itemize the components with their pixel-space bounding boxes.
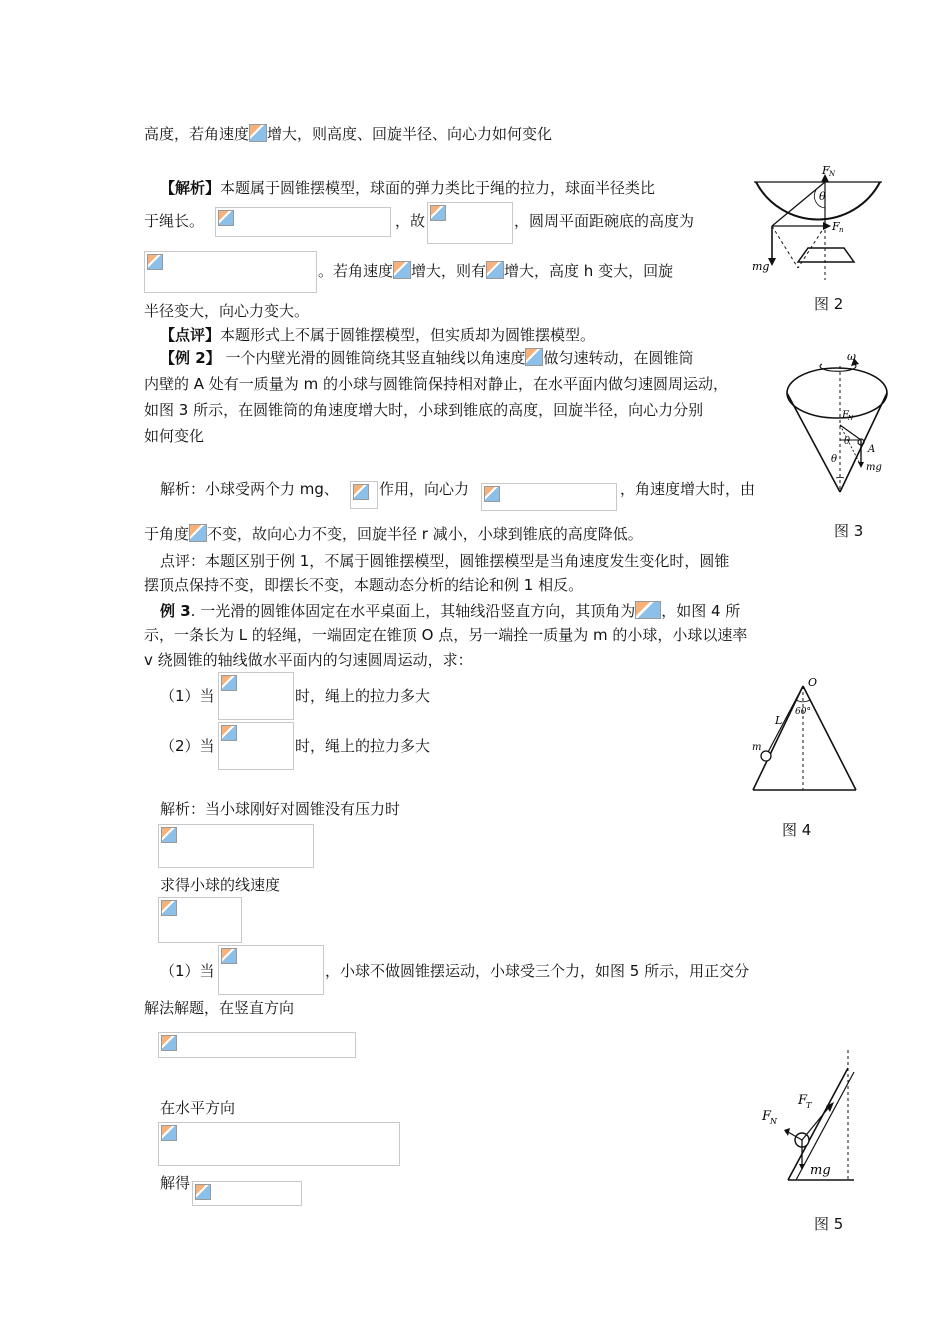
figure-4-diagram — [748, 678, 868, 798]
text-fragment: 。若角速度 增大，则有 增大，高度 h 变大，回旋 — [318, 262, 674, 280]
label-l: L — [775, 714, 783, 727]
formula-image — [158, 824, 314, 868]
text-fragment: 作用，向心力 — [379, 480, 470, 498]
formula-image — [218, 945, 324, 995]
review-line: 【点评】本题形式上不属于圆锥摆模型，但实质却为圆锥摆模型。 — [160, 326, 596, 344]
figure-3-caption: 图 3 — [834, 522, 864, 540]
solution-3-line: （1）当 — [160, 962, 215, 980]
formula-image — [158, 897, 242, 943]
label-m: m — [752, 742, 762, 753]
review-2-line: 摆顶点保持不变，即摆长不变，本题动态分析的结论和例 1 相反。 — [144, 576, 584, 594]
figure-5-diagram — [758, 1046, 858, 1186]
analysis-line: 【解析】本题属于圆锥摆模型，球面的弹力类比于绳的拉力，球面半径类比 — [160, 179, 656, 197]
label-o: O — [808, 676, 818, 689]
formula-image — [158, 1032, 356, 1058]
text-line: 高度，若角速度 增大，则高度、回旋半径、向心力如何变化 — [144, 125, 553, 143]
figure-3-diagram — [784, 348, 894, 498]
solution-2-line: 解析：小球受两个力 mg、 — [160, 480, 339, 498]
solution-3-line: ，小球不做圆锥摆运动，小球受三个力，如图 5 所示，用正交分 — [325, 962, 750, 980]
formula-image — [192, 1181, 302, 1206]
formula-image — [218, 672, 294, 720]
solution-2-line: 于角度 不变，故向心力不变，回旋半径 r 减小，小球到锥底的高度降低。 — [144, 525, 643, 543]
example-3-line: v 绕圆锥的轴线做水平面内的匀速圆周运动，求： — [144, 651, 473, 669]
label-theta: θ — [819, 190, 826, 203]
solution-3-line: 解析：当小球刚好对圆锥没有压力时 — [160, 800, 401, 818]
label-omega: ω — [847, 350, 856, 363]
label-fn-sub: N — [848, 415, 854, 422]
formula-image — [215, 207, 391, 237]
label-fn-sub: N — [829, 170, 836, 178]
text-fragment: ，圆周平面距碗底的高度为 — [514, 212, 695, 230]
broken-image-icon — [635, 601, 661, 619]
analysis-line: 半径变大，向心力变大。 — [144, 302, 310, 320]
formula-image — [427, 202, 513, 244]
label-angle: 60° — [795, 707, 811, 717]
figure-2-diagram — [750, 160, 890, 285]
broken-image-icon — [486, 261, 504, 279]
example-3-line: 例 3. 一光滑的圆锥体固定在水平桌面上，其轴线沿竖直方向，其顶角为 ，如图 4 所 — [160, 602, 741, 620]
review-2-line: 点评：本题区别于例 1，不属于圆锥摆模型，圆锥摆模型是当角速度发生变化时，圆锥 — [160, 552, 730, 570]
formula-image — [158, 1122, 400, 1166]
question-2: 时，绳上的拉力多大 — [295, 737, 431, 755]
label-a: A — [868, 444, 876, 455]
formula-image — [218, 722, 294, 770]
example-2-line: 如图 3 所示，在圆锥筒的角速度增大时，小球到锥底的高度，回旋半径，向心力分别 — [144, 401, 704, 419]
label-fn: F — [762, 1109, 772, 1124]
solution-3-line: 解得 — [160, 1174, 191, 1192]
example-2-line: 如何变化 — [144, 427, 205, 445]
text-fragment: ，角速度增大时，由 — [620, 480, 756, 498]
label-fn-sub: N — [770, 1117, 777, 1126]
broken-image-icon — [189, 524, 207, 542]
label-fn: F — [842, 410, 849, 421]
formula-image — [481, 483, 617, 511]
example-2-line: 内壁的 A 处有一质量为 m 的小球与圆锥筒保持相对静止，在水平面内做匀速圆周运动， — [144, 375, 728, 393]
label-fn2: F — [832, 220, 840, 233]
question-1: （1）当 — [160, 687, 215, 705]
figure-2-caption: 图 2 — [814, 295, 844, 313]
label-theta-1: θ — [844, 436, 851, 447]
label-ft: F — [798, 1093, 808, 1108]
solution-3-line: 在水平方向 — [160, 1099, 236, 1117]
example-2-line: 【例 2】 一个内壁光滑的圆锥筒绕其竖直轴线以角速度 做匀速转动，在圆锥筒 — [160, 349, 694, 367]
question-2: （2）当 — [160, 737, 215, 755]
label-mg: mg — [866, 462, 882, 473]
label-ft-sub: T — [806, 1101, 812, 1110]
figure-4-caption: 图 4 — [782, 821, 812, 839]
broken-image-icon — [525, 348, 543, 366]
broken-image-icon — [393, 261, 411, 279]
text-fragment: ，故 — [395, 212, 426, 230]
analysis-line: 于绳长。 — [144, 212, 205, 230]
label-mg: mg — [752, 260, 770, 273]
solution-3-line: 解法解题，在竖直方向 — [144, 999, 295, 1017]
example-3-line: 示，一条长为 L 的轻绳，一端固定在锥顶 O 点，另一端拴一质量为 m 的小球，小球以速率 — [144, 626, 748, 644]
label-fn: F — [822, 164, 830, 177]
figure-5-caption: 图 5 — [814, 1215, 844, 1233]
solution-3-line: 求得小球的线速度 — [160, 876, 281, 894]
label-theta-2: θ — [831, 454, 838, 465]
label-fn2-sub: n — [839, 226, 844, 234]
formula-image — [350, 481, 378, 509]
broken-image-icon — [249, 124, 267, 142]
formula-image — [144, 251, 317, 293]
question-1: 时，绳上的拉力多大 — [295, 687, 431, 705]
label-mg: mg — [810, 1163, 831, 1178]
